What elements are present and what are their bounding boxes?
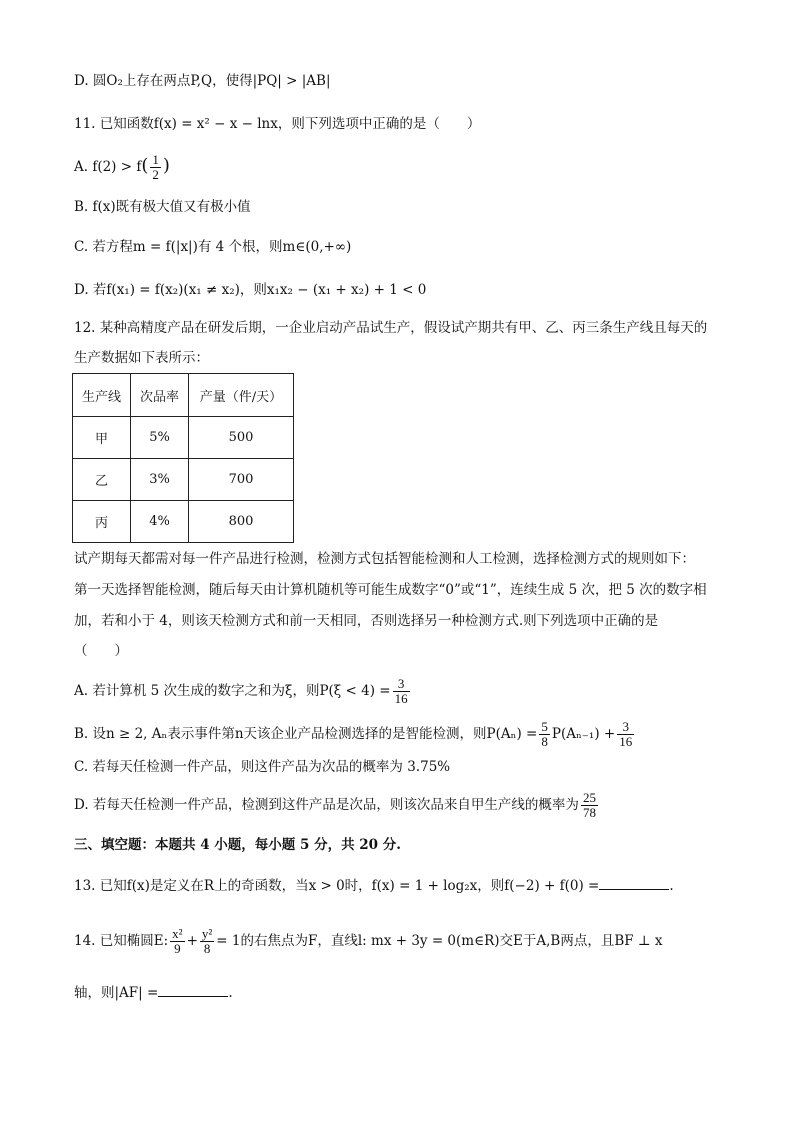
- question-14-end: .: [228, 985, 233, 1001]
- question-12-stem-line2: 生产数据如下表所示：: [74, 350, 209, 366]
- fraction: $\frac{25}{78}$: [582, 790, 596, 820]
- table-row: [73, 417, 294, 459]
- fraction: $\frac{\text{x²}}{9}$: [172, 926, 183, 956]
- table-cell: 乙: [73, 459, 131, 501]
- q11-option-a-text: A. f(2) > f: [74, 159, 142, 175]
- table-header-row: [73, 374, 294, 417]
- q11-option-a: A. f(2) > f( $\frac{1}{2}$ ): [74, 152, 170, 182]
- q11-option-d: D. 若f(x₁) = f(x₂)(x₁ ≠ x₂)，则x₁x₂ − (x₁ + x₂) + 1 < 0: [74, 282, 427, 298]
- question-14-prefix: 14. 已知椭圆E:: [74, 933, 169, 949]
- q12-option-d: [74, 791, 600, 820]
- question-13: [74, 877, 674, 895]
- fraction: $\frac{3}{16}$: [394, 676, 408, 706]
- question-13-text: 13. 已知f(x)是定义在R上的奇函数，当x > 0时，f(x) = 1 + log₂x，则f(−2) + f(0) =: [74, 878, 600, 894]
- q12-option-a: [74, 677, 412, 706]
- table-header-cell: 产量（件/天）: [189, 374, 294, 417]
- question-12-para-line1: 试产期每天都需对每一件产品进行检测，检测方式包括智能检测和人工检测，选择检测方式的规则如下：: [74, 551, 695, 567]
- question-12-stem-line1: 12. 某种高精度产品在研发后期，一企业启动产品试生产，假设试产期共有甲、乙、丙三条生产线且每天的: [74, 320, 708, 336]
- q12-option-b: [74, 720, 636, 749]
- question-13-end: .: [669, 878, 674, 894]
- answer-blank[interactable]: [158, 984, 228, 997]
- production-table: [72, 373, 294, 543]
- table-cell: 800: [189, 501, 294, 543]
- table-cell: 甲: [73, 417, 131, 459]
- option-d-q10: D. 圆O₂上存在两点P,Q，使得|PQ| > |AB|: [74, 73, 331, 89]
- fraction: $\frac{1}{2}$: [152, 152, 159, 182]
- question-11-stem: 11. 已知函数f(x) = x² − x − lnx，则下列选项中正确的是（ ）: [74, 116, 481, 132]
- table-row: [73, 501, 294, 543]
- q12-option-c: C. 若每天任检测一件产品，则这件产品为次品的概率为 3.75%: [74, 759, 451, 775]
- q12-option-b-text: B. 设n ≥ 2, Aₙ表示事件第n天该企业产品检测选择的是智能检测，则P(Aₙ) =: [74, 726, 538, 742]
- question-14-rest: = 1的右焦点为F，直线l: mx + 3y = 0(m∈R)交E于A,B两点，且BF ⊥ x: [216, 933, 663, 949]
- fraction: $\frac{3}{16}$: [619, 719, 633, 749]
- table-row: [73, 459, 294, 501]
- q12-option-a-text: A. 若计算机 5 次生成的数字之和为ξ，则P(ξ < 4) =: [74, 683, 391, 699]
- q11-option-b: B. f(x)既有极大值又有极小值: [74, 199, 251, 215]
- fraction: $\frac{5}{8}$: [541, 719, 548, 749]
- fraction: $\frac{\text{y²}}{8}$: [201, 926, 213, 956]
- table-cell: 500: [189, 417, 294, 459]
- question-14-line2-text: 轴，则|AF| =: [74, 985, 159, 1001]
- plus-sign: +: [186, 933, 198, 949]
- answer-blank[interactable]: [599, 877, 669, 890]
- question-14-line2: [74, 984, 233, 1002]
- table-header-cell: 次品率: [131, 374, 189, 417]
- section-3-heading: 三、填空题：本题共 4 小题，每小题 5 分，共 20 分.: [74, 837, 401, 853]
- q11-option-c: C. 若方程m = f(|x|)有 4 个根，则m∈(0,+∞): [74, 239, 352, 255]
- question-12-para-line3: 加，若和小于 4，则该天检测方式和前一天相同，否则选择另一种检测方式.则下列选项中正确的是: [74, 613, 659, 629]
- q12-option-d-text: D. 若每天任检测一件产品，检测到这件产品是次品，则该次品来自甲生产线的概率为: [74, 797, 579, 813]
- question-12-paren: （ ）: [74, 643, 128, 659]
- table-header-cell: 生产线: [73, 374, 131, 417]
- table-cell: 5%: [131, 417, 189, 459]
- table-cell: 700: [189, 459, 294, 501]
- q12-option-b-mid: P(Aₙ₋₁) +: [551, 726, 616, 742]
- question-12-para-line2: 第一天选择智能检测，随后每天由计算机随机等可能生成数字“0”或“1”，连续生成 5 次，把 5 次的数字相: [74, 582, 707, 598]
- question-14: [74, 927, 663, 956]
- table-cell: 3%: [131, 459, 189, 501]
- table-cell: 丙: [73, 501, 131, 543]
- table-cell: 4%: [131, 501, 189, 543]
